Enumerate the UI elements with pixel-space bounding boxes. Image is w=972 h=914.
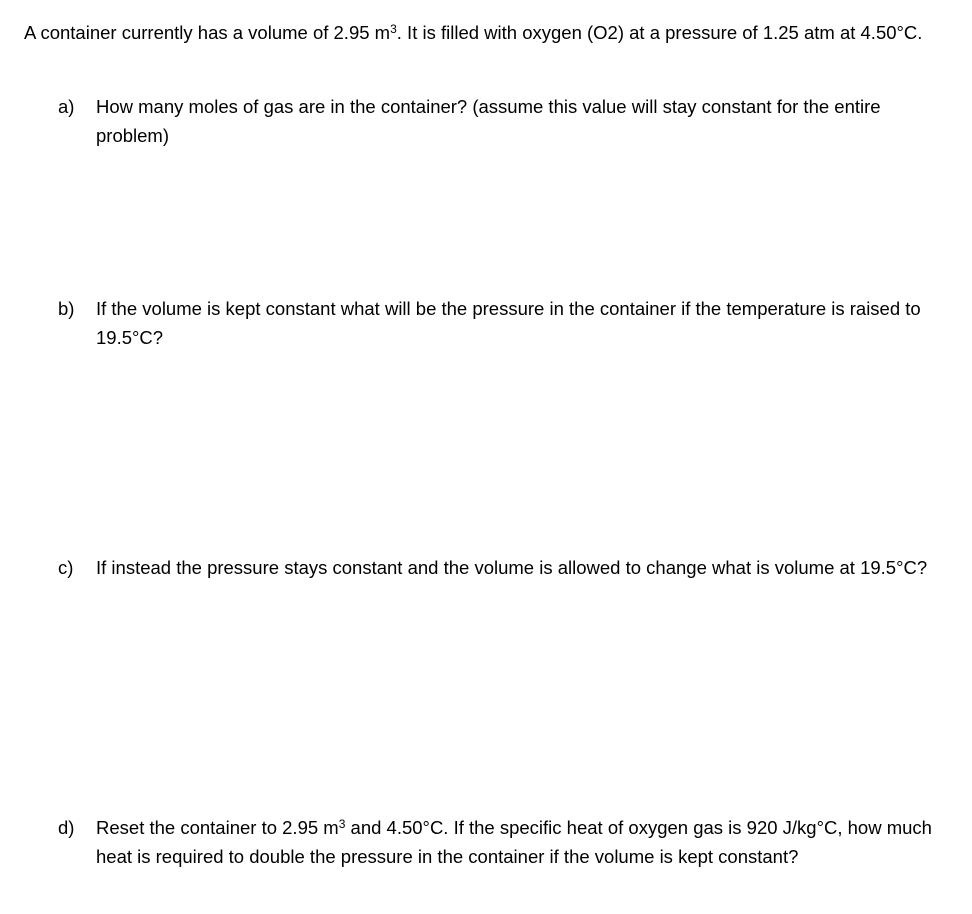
question-b-text: If the volume is kept constant what will be the pressure in the container if the temperature is raised to 19.5°C? [96, 298, 921, 348]
question-d-text-1: Reset the container to 2.95 m [96, 817, 339, 838]
question-c-letter: c) [58, 557, 74, 578]
question-b-letter: b) [58, 298, 75, 319]
problem-statement [24, 18, 954, 47]
question-c-text: If instead the pressure stays constant and the volume is allowed to change what is volume at 19.5°C? [96, 557, 928, 578]
question-d-cubic-superscript: 3 [338, 817, 346, 831]
problem-statement-text-2: . It is filled with oxygen (O2) at a pressure of 1.25 atm at 4.50°C. [396, 22, 923, 43]
question-d-text-2: and 4.50°C. If the specific heat of oxygen gas is 920 J/kg°C, how much heat is required to double the pressure in the container if the volume is kept constant? [96, 817, 932, 867]
question-d-text [96, 813, 956, 871]
question-d-letter: d) [58, 817, 75, 838]
cubic-superscript: 3 [390, 22, 397, 36]
question-a-text: How many moles of gas are in the container? (assume this value will stay constant for the entire problem) [96, 96, 881, 146]
question-a-letter: a) [58, 96, 75, 117]
problem-statement-text-1: A container currently has a volume of 2.95 m [24, 22, 391, 43]
